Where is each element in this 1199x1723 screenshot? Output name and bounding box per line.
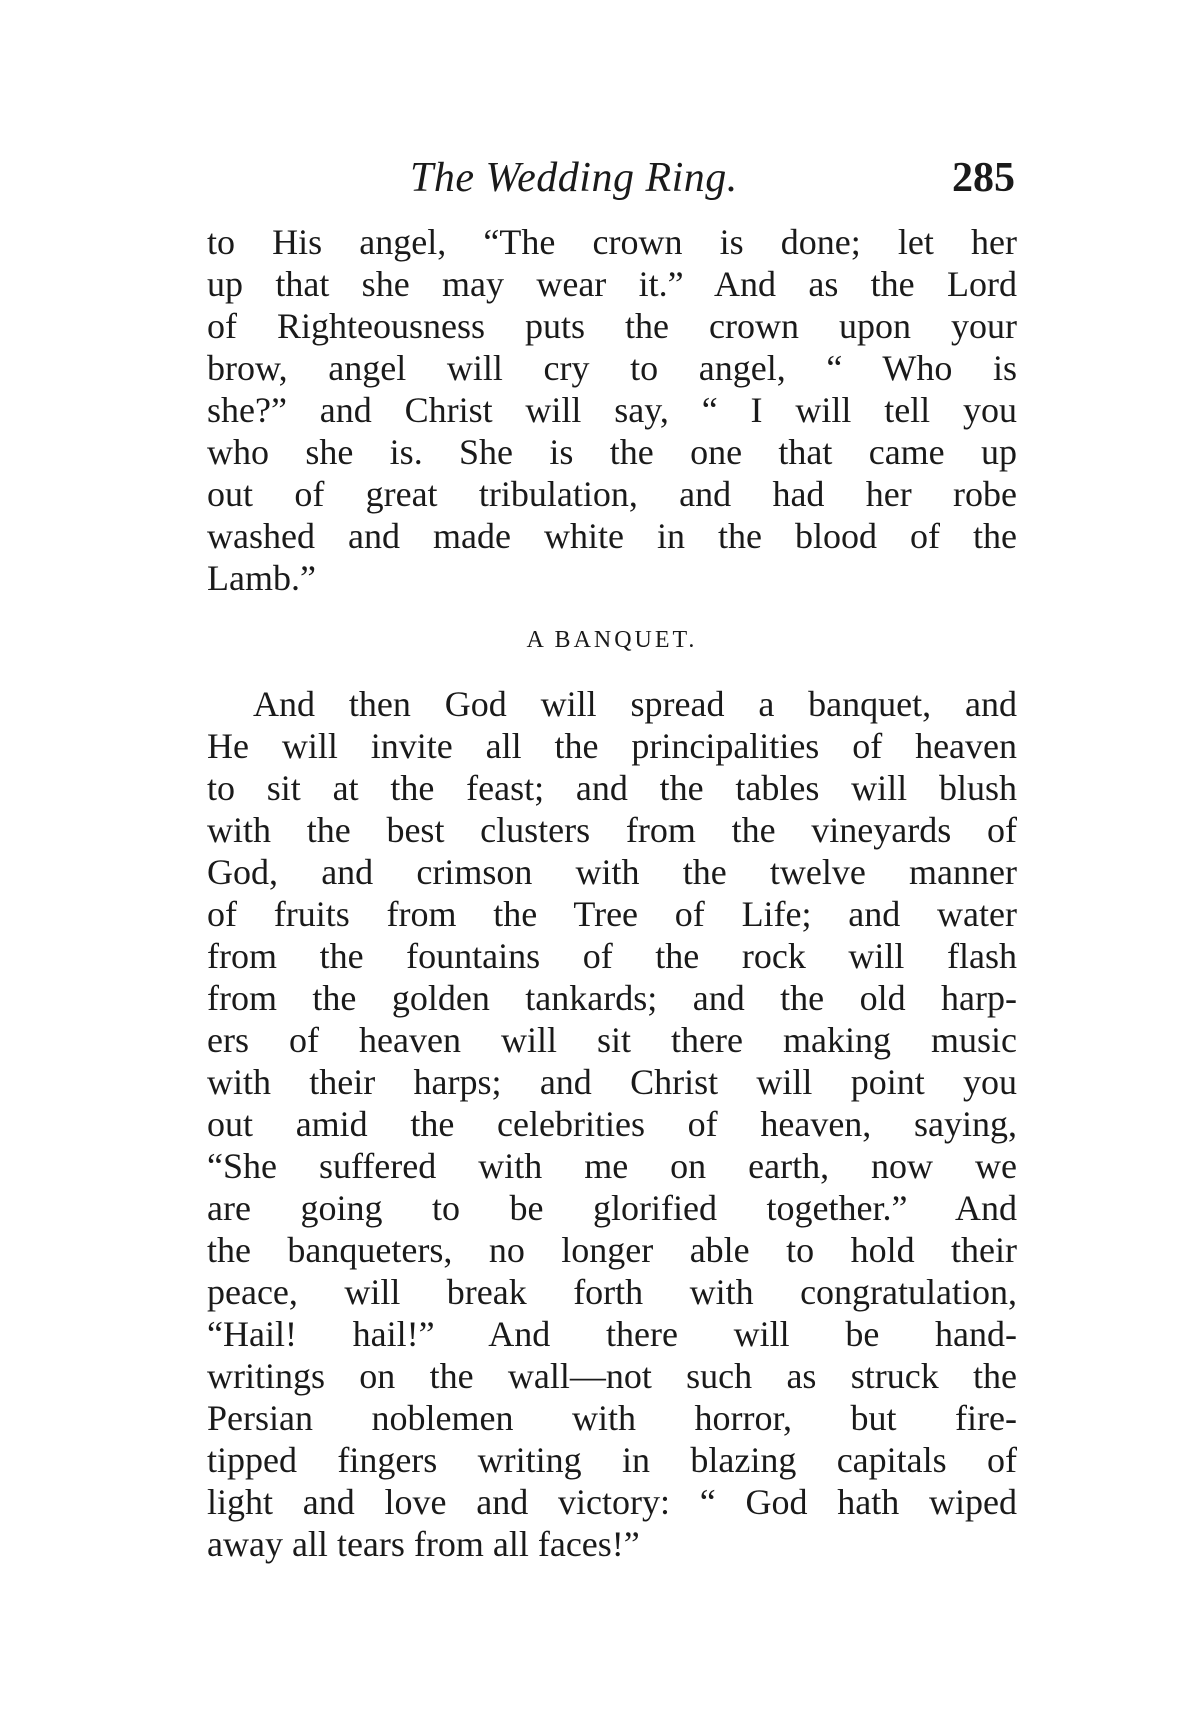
text-line: Lamb.” [207, 558, 316, 598]
text-line: with the best clusters from the vineyards of [207, 810, 1017, 850]
text-line: who she is. She is the one that came up [207, 432, 1017, 472]
text-line: she?” and Christ will say, “ I will tell you [207, 390, 1017, 430]
text-line: from the golden tankards; and the old harp- [207, 978, 1017, 1018]
text-line: of fruits from the Tree of Life; and water [207, 894, 1017, 934]
text-line: out amid the celebrities of heaven, saying, [207, 1104, 1017, 1144]
running-head [205, 148, 1020, 208]
page-number: 285 [952, 155, 1015, 201]
banquet-paragraph [207, 683, 1017, 1565]
text-line: to His angel, “The crown is done; let her [207, 222, 1017, 262]
text-line: away all tears from all faces!” [207, 1524, 640, 1564]
text-line: tipped fingers writing in blazing capitals of [207, 1440, 1017, 1480]
text-line: And then God will spread a banquet, and [253, 684, 1017, 724]
text-line: of Righteousness puts the crown upon your [207, 306, 1017, 346]
text-line: He will invite all the principalities of heaven [207, 726, 1017, 766]
text-line: God, and crimson with the twelve manner [207, 852, 1017, 892]
text-line: out of great tribulation, and had her robe [207, 474, 1017, 514]
text-line: “She suffered with me on earth, now we [207, 1146, 1017, 1186]
running-title: The Wedding Ring. [410, 155, 738, 201]
text-line: ers of heaven will sit there making music [207, 1020, 1017, 1060]
text-line: peace, will break forth with congratulation, [207, 1272, 1017, 1312]
text-line: up that she may wear it.” And as the Lord [207, 264, 1017, 304]
text-line: are going to be glorified together.” And [207, 1188, 1017, 1228]
text-line: to sit at the feast; and the tables will blush [207, 768, 1017, 808]
text-line: writings on the wall—not such as struck the [207, 1356, 1017, 1396]
text-line: brow, angel will cry to angel, “ Who is [207, 348, 1017, 388]
text-line: light and love and victory: “ God hath wiped [207, 1482, 1017, 1522]
continuation-paragraph [207, 221, 1017, 599]
text-line: with their harps; and Christ will point you [207, 1062, 1017, 1102]
text-line: “Hail! hail!” And there will be hand- [207, 1314, 1017, 1354]
section-heading: A BANQUET. [526, 627, 698, 653]
text-line: the banqueters, no longer able to hold their [207, 1230, 1017, 1270]
text-line: Persian noblemen with horror, but fire- [207, 1398, 1017, 1438]
text-line: from the fountains of the rock will flash [207, 936, 1017, 976]
text-line: washed and made white in the blood of the [207, 516, 1017, 556]
